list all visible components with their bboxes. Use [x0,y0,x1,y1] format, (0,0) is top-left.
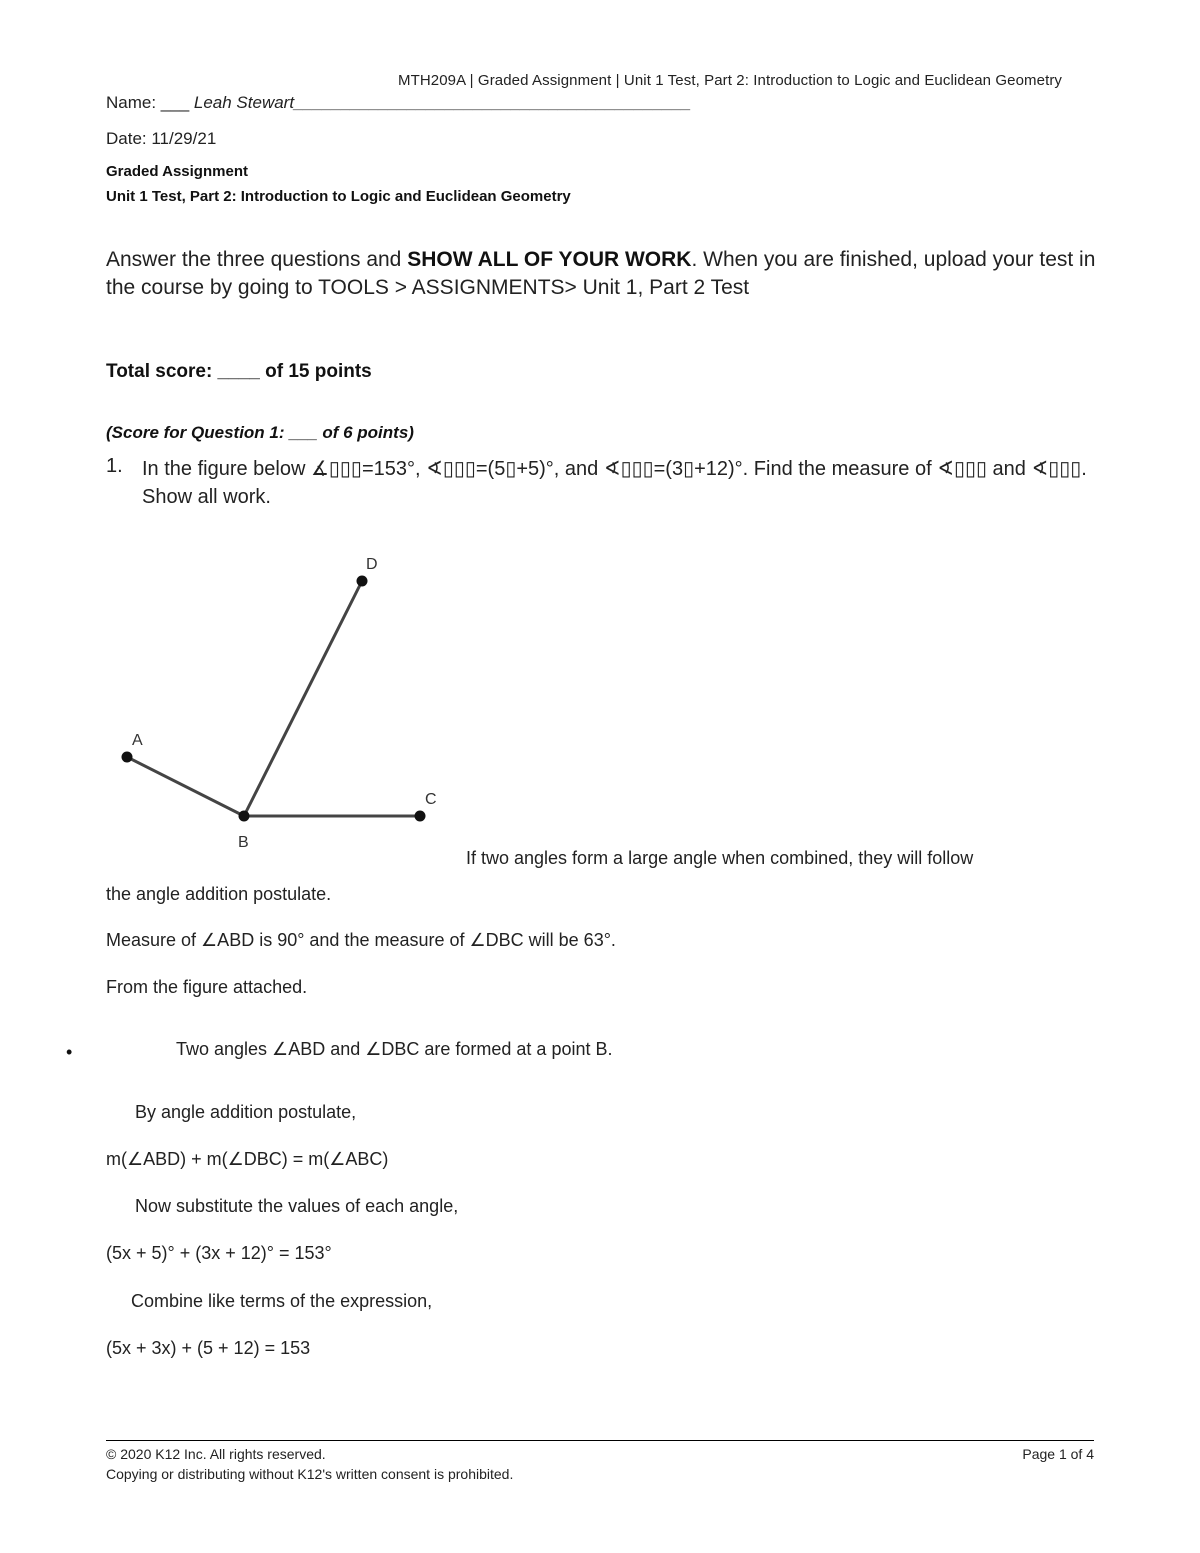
question1-text: In the figure below ∡▯▯▯=153°, ∢▯▯▯=(5▯+5)°, and ∢▯▯▯=(3▯+12)°. Find the measure of ∢▯▯▯ and ∢▯▯▯. Show all work. [142,458,1087,508]
instructions-bold: SHOW ALL OF YOUR WORK [407,248,692,271]
by-postulate: By angle addition postulate, [135,1102,357,1122]
label-a: A [132,732,143,749]
equation-2: (5x + 5)° + (3x + 12)° = 153° [106,1243,332,1263]
answer-intro-line1: If two angles form a large angle when combined, they will follow [466,848,974,868]
equation-1: m(∠ABD) + m(∠DBC) = m(∠ABC) [106,1149,389,1169]
substitute-line: Now substitute the values of each angle, [135,1196,459,1216]
assignment-title: Graded Assignment [106,163,248,180]
angle-figure [100,545,460,865]
point-b [239,811,250,822]
instructions-part1: Answer the three questions and [106,248,408,271]
answer-intro-line2: the angle addition postulate. [106,884,332,904]
ray-ba [127,757,244,816]
question1-score: (Score for Question 1: ___ of 6 points) [106,423,414,442]
answer-from-figure: From the figure attached. [106,977,308,997]
point-c [415,811,426,822]
label-c: C [425,791,437,808]
assignment-subtitle: Unit 1 Test, Part 2: Introduction to Logic and Euclidean Geometry [106,188,571,205]
total-score: Total score: ____ of 15 points [106,361,372,382]
bullet-dot: • [66,1042,73,1062]
label-d: D [366,556,378,573]
bullet-text: Two angles ∠ABD and ∠DBC are formed at a point B. [176,1039,613,1059]
running-header: MTH209A | Graded Assignment | Unit 1 Test, Part 2: Introduction to Logic and Euclidean Geometry [398,72,1063,89]
label-b: B [238,834,249,851]
name-line [106,93,691,113]
equation-3: (5x + 3x) + (5 + 12) = 153 [106,1338,311,1358]
answer-measure: Measure of ∠ABD is 90° and the measure of ∠DBC will be 63°. [106,930,616,950]
point-a [122,752,133,763]
point-d [357,576,368,587]
question1-number: 1. [106,455,123,477]
footer-divider [106,1440,1094,1441]
footer-copyright: © 2020 K12 Inc. All rights reserved. [106,1446,326,1462]
footer-page-number: Page 1 of 4 [1022,1446,1094,1462]
student-name: Leah Stewart__________________________________________ [189,93,692,112]
instructions-part2: . When you are finished, upload your test in the course by going to TOOLS > ASSIGNMENTS> Unit 1, Part 2 Test [106,248,1096,299]
instructions [106,246,1116,302]
footer-notice: Copying or distributing without K12's written consent is prohibited. [106,1466,514,1482]
ray-bd [244,581,362,816]
combine-line: Combine like terms of the expression, [131,1291,433,1311]
name-label: Name: ___ [106,93,190,112]
date-line: Date: 11/29/21 [106,129,217,148]
